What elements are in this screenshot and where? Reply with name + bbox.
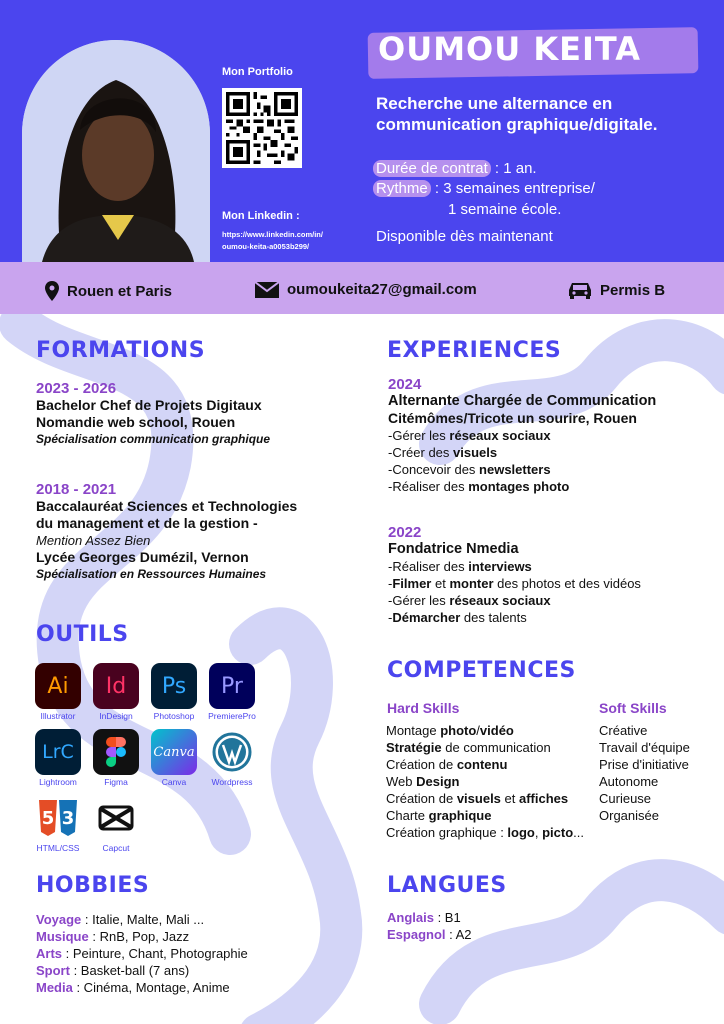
experience-task: -Filmer et monter des photos et des vidéos (388, 576, 641, 591)
lightroom-icon: LrC (35, 729, 81, 775)
capcut-icon (93, 795, 139, 841)
premierepro-icon: Pr (209, 663, 255, 709)
contract-duration (376, 160, 537, 177)
driving-license (568, 281, 665, 299)
tool-indesign (88, 663, 144, 721)
tool-wordpress (204, 729, 260, 787)
license-text: Permis B (600, 281, 666, 299)
hobby-item: Media : Cinéma, Montage, Anime (36, 980, 230, 995)
experience-task: -Concevoir des newsletters (388, 462, 551, 477)
html-css-icon (35, 795, 81, 841)
profile-photo (22, 40, 210, 262)
formation-school: Lycée Georges Dumézil, Vernon (36, 549, 249, 565)
linkedin-url-line-2: oumou-keita-a0053b299/ (222, 242, 310, 251)
hobby-item: Arts : Peinture, Chant, Photographie (36, 946, 248, 961)
header (0, 0, 724, 262)
rhythm (376, 180, 595, 197)
formation-degree: Bachelor Chef de Projets Digitaux (36, 397, 262, 413)
tool-html-css (30, 795, 86, 853)
tool-label: Canva (161, 777, 187, 787)
experiences-title: EXPERIENCES (387, 338, 562, 363)
portfolio-qr-code[interactable] (222, 88, 302, 168)
soft-skill: Organisée (599, 808, 659, 823)
contract-value: : 1 an. (490, 160, 537, 177)
hard-skill: Montage photo/vidéo (386, 723, 514, 738)
contact-bar (0, 262, 724, 314)
formation-mention: Mention Assez Bien (36, 533, 151, 548)
formation-specialization: Spécialisation communication graphique (36, 432, 271, 446)
photoshop-icon: Ps (151, 663, 197, 709)
experience-task: -Créer des visuels (388, 445, 498, 460)
tools-grid (30, 663, 270, 853)
hard-skill: Création de visuels et affiches (386, 791, 569, 806)
linkedin-url[interactable] (222, 229, 342, 253)
map-pin-icon (45, 281, 59, 301)
hard-skills-list (386, 722, 601, 841)
hard-skill: Stratégie de communication (386, 740, 551, 755)
experience-item (388, 376, 718, 495)
contract-label: Durée de contrat (373, 160, 491, 177)
tool-canva (146, 729, 202, 787)
hard-skill: Création de contenu (386, 757, 508, 772)
outils-title: OUTILS (36, 622, 129, 647)
tool-lightroom (30, 729, 86, 787)
portfolio-label: Mon Portfolio (222, 66, 293, 78)
availability: Disponible dès maintenant (376, 228, 553, 245)
tool-label: InDesign (99, 711, 133, 721)
candidate-name: OUMOU KEITA (378, 30, 642, 68)
tool-label: Lightroom (39, 777, 77, 787)
hobby-item: Musique : RnB, Pop, Jazz (36, 929, 190, 944)
hard-skills-title: Hard Skills (387, 700, 460, 716)
formations-title: FORMATIONS (36, 338, 206, 363)
experience-task: -Gérer les réseaux sociaux (388, 593, 551, 608)
canva-icon: Canva (151, 729, 197, 775)
location-text: Rouen et Paris (67, 282, 173, 300)
rhythm-value: : 3 semaines entreprise/ (430, 180, 595, 197)
langues-list (387, 909, 587, 943)
tagline: Recherche une alternance en communication graphique/digitale. (376, 94, 658, 134)
svg-text:3: 3 (61, 808, 75, 829)
formation-item (36, 380, 356, 448)
svg-text:5: 5 (41, 808, 55, 829)
tool-label: Capcut (102, 843, 130, 853)
rhythm-label: Rythme (373, 180, 431, 197)
formation-years: 2023 - 2026 (36, 380, 117, 397)
soft-skills-list (599, 722, 709, 824)
hobby-item: Sport : Basket-ball (7 ans) (36, 963, 190, 978)
experience-year: 2022 (388, 524, 422, 541)
tool-label: Wordpress (211, 777, 253, 787)
tool-label: Figma (104, 777, 128, 787)
linkedin-label: Mon Linkedin : (222, 210, 300, 222)
linkedin-url-line-1: https://www.linkedin.com/in/ (222, 230, 323, 239)
tool-figma (88, 729, 144, 787)
soft-skill: Travail d'équipe (599, 740, 690, 755)
car-icon (568, 281, 592, 299)
tool-photoshop (146, 663, 202, 721)
hard-skill: Web Design (386, 774, 460, 789)
tool-label: Photoshop (153, 711, 195, 721)
formation-degree-line-1: Baccalauréat Sciences et Technologies (36, 498, 298, 514)
experience-role: Fondatrice Nmedia (388, 541, 519, 557)
experience-task: -Réaliser des interviews (388, 559, 532, 574)
hobby-item: Voyage : Italie, Malte, Mali ... (36, 912, 205, 927)
experience-task: -Démarcher des talents (388, 610, 527, 625)
formation-specialization: Spécialisation en Ressources Humaines (36, 567, 267, 581)
language-item: Espagnol : A2 (387, 927, 472, 942)
soft-skill: Créative (599, 723, 648, 738)
illustrator-icon: Ai (35, 663, 81, 709)
experience-item (388, 524, 718, 626)
indesign-icon: Id (93, 663, 139, 709)
figma-icon (93, 729, 139, 775)
tool-label: PremierePro (208, 711, 256, 721)
soft-skill: Autonome (599, 774, 659, 789)
tool-illustrator (30, 663, 86, 721)
hard-skill: Charte graphique (386, 808, 492, 823)
email[interactable] (255, 281, 477, 298)
formation-school: Nomandie web school, Rouen (36, 414, 236, 430)
competences-title: COMPETENCES (387, 658, 576, 683)
experience-company: Citémômes/Tricote un sourire, Rouen (388, 410, 637, 426)
language-item: Anglais : B1 (387, 910, 461, 925)
formation-item (36, 481, 356, 583)
rhythm-value-2: 1 semaine école. (448, 201, 562, 218)
formation-years: 2018 - 2021 (36, 481, 117, 498)
formation-degree-line-2: du management et de la gestion - (36, 515, 258, 531)
experience-task: -Réaliser des montages photo (388, 479, 570, 494)
experience-role: Alternante Chargée de Communication (388, 393, 657, 409)
wordpress-icon (209, 729, 255, 775)
langues-title: LANGUES (387, 873, 507, 898)
soft-skill: Curieuse (599, 791, 652, 806)
tool-capcut (88, 795, 144, 853)
envelope-icon (255, 282, 279, 298)
tool-label: Illustrator (40, 711, 76, 721)
hard-skill: Création graphique : logo, picto... (386, 825, 584, 840)
tool-label: HTML/CSS (36, 843, 80, 853)
location (45, 281, 172, 301)
tool-premierepro (204, 663, 260, 721)
hobbies-title: HOBBIES (36, 873, 150, 898)
hobbies-list (36, 911, 336, 996)
soft-skill: Prise d'initiative (599, 757, 689, 772)
experience-task: -Gérer les réseaux sociaux (388, 428, 551, 443)
email-text: oumoukeita27@gmail.com (287, 281, 477, 298)
soft-skills-title: Soft Skills (599, 700, 667, 716)
experience-year: 2024 (388, 376, 422, 393)
